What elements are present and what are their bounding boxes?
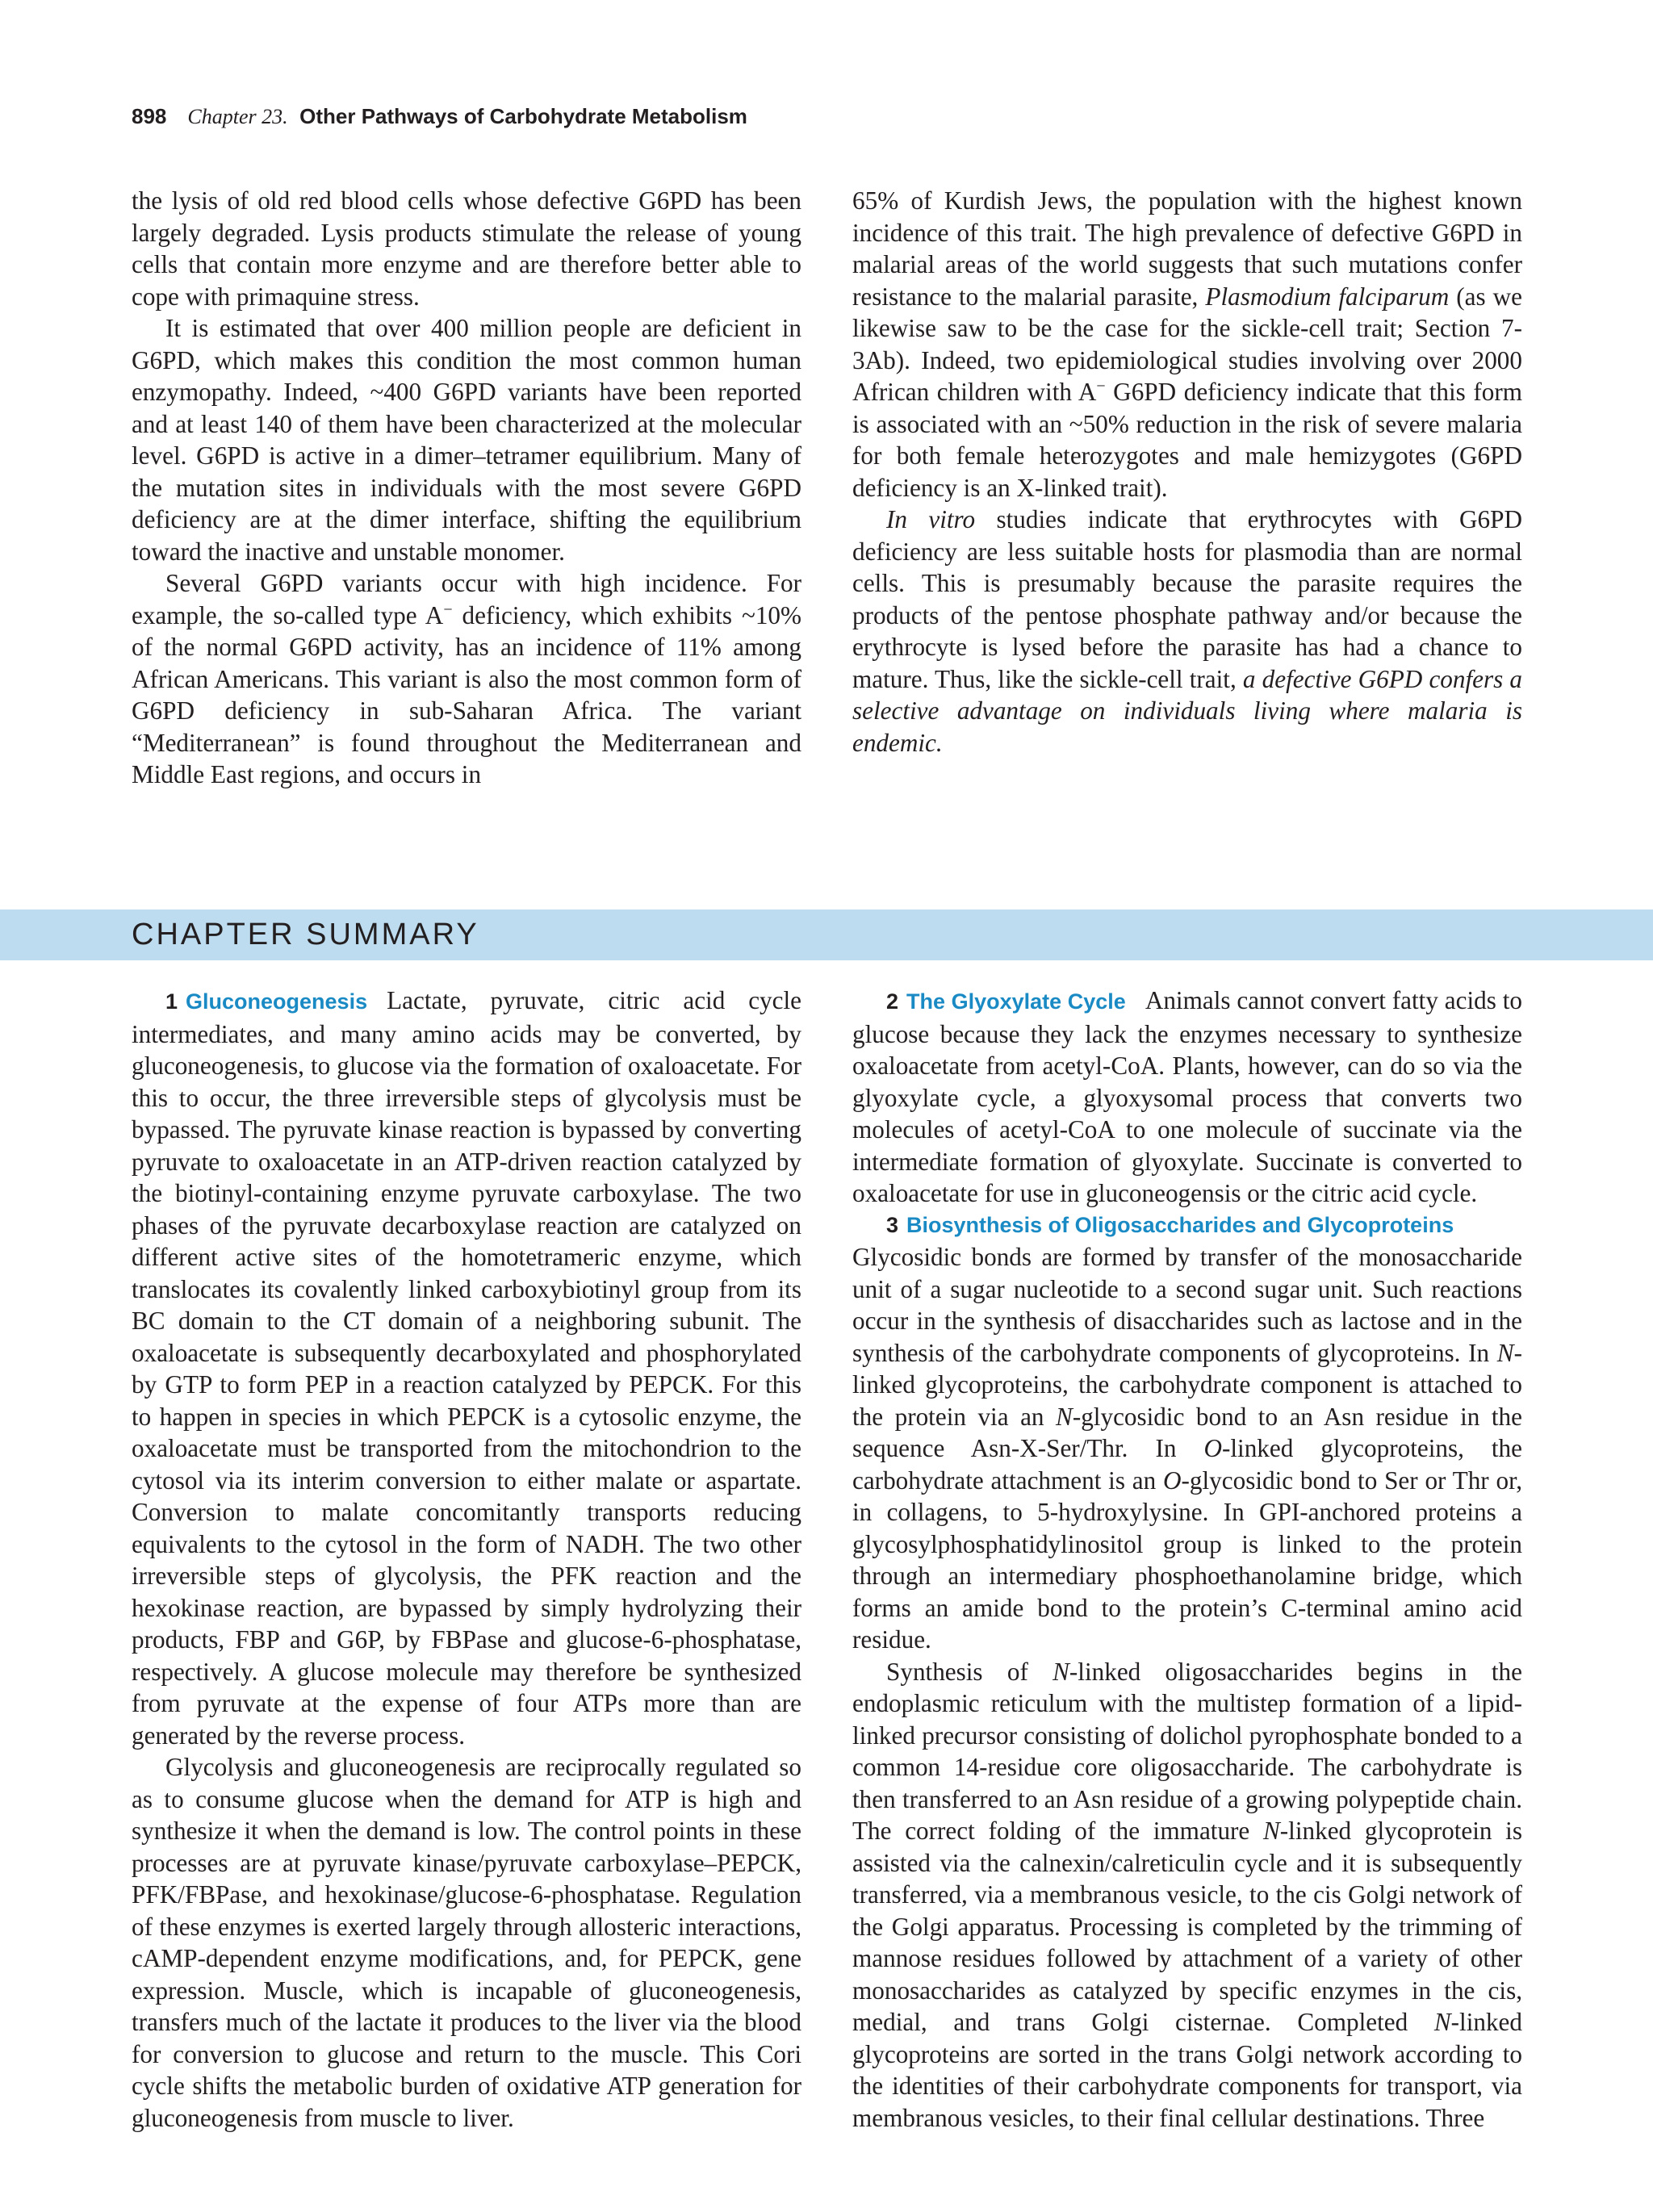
summary-section-glyoxylate-cycle: 2 The Glyoxylate Cycle Animals cannot convert fatty acids to glucose because they lack the enzymes necessary to synthesize oxaloacetate from acetyl-CoA. Plants, however, can do so via the glyoxylate cycle, a glyoxysomal process that converts two molecules of acetyl-CoA to one molecule of succinate via the intermediate formation of glyoxylate. Succinate is converted to oxaloacetate for use in gluconeogensis or the citric acid cycle. bbox=[852, 986, 1522, 1207]
top-right-column bbox=[852, 185, 1522, 759]
chapter-summary-heading: CHAPTER SUMMARY bbox=[132, 918, 479, 951]
summary-left-column bbox=[132, 985, 801, 2134]
paragraph: In vitro studies indicate that erythrocytes with G6PD deficiency are less suitable hosts for plasmodia than are normal cells. This is presumably because the parasite requires the products of the pentose phosphate pathway and/or because the erythrocyte is lysed before the parasite has had a chance to mature. Thus, like the sickle-cell trait, a defective G6PD confers a selective advantage on individuals living where malaria is endemic. bbox=[852, 505, 1522, 757]
section-number: 1 bbox=[165, 989, 178, 1014]
paragraph: Glycolysis and gluconeogenesis are reciprocally regulated so as to consume glucose when the demand for ATP is high and synthesize it when the demand is low. The control points in these processes are at pyruvate kinase/pyruvate carboxylase–PEPCK, PFK/FBPase, and hexokinase/glucose-6-phosphatase. Regulation of these enzymes is exerted largely through allosteric interactions, cAMP-dependent enzyme modifications, and, for PEPCK, gene expression. Muscle, which is incapable of gluconeogenesis, transfers much of the lactate it produces to the liver via the blood for conversion to glucose and return to the muscle. This Cori cycle shifts the metabolic burden of oxidative ATP generation for gluconeogenesis from muscle to liver. bbox=[132, 1753, 801, 2132]
paragraph: It is estimated that over 400 million people are deficient in G6PD, which makes this condition the most common human enzymopathy. Indeed, ~400 G6PD variants have been reported and at least 140 of them have been characterized at the molecular level. G6PD is active in a dimer–tetramer equilibrium. Many of the mutation sites in individuals with the most severe G6PD deficiency are at the dimer interface, shifting the equilibrium toward the inactive and unstable monomer. bbox=[132, 314, 801, 566]
running-head bbox=[132, 100, 747, 132]
chapter-title: Other Pathways of Carbohydrate Metabolism bbox=[299, 104, 747, 128]
chapter-label: Chapter 23. bbox=[187, 105, 288, 128]
section-number: 2 bbox=[886, 989, 899, 1014]
summary-right-column bbox=[852, 985, 1522, 2134]
paragraph: Glycosidic bonds are formed by transfer of the monosaccharide unit of a sugar nucleotide to a second sugar unit. Such reactions occur in the synthesis of disaccharides such as lactose and in the synthesis of the carbohydrate components of glycoproteins. In N-linked glycoproteins, the carbohydrate component is attached to the protein via an N-glycosidic bond to an Asn residue in the sequence Asn-X-Ser/Thr. In O-linked glycoproteins, the carbohydrate attachment is an O-glycosidic bond to Ser or Thr or, in collagens, to 5-hydroxylysine. In GPI-anchored proteins a glycosylphosphatidylinositol group is linked to the protein through an intermediary phosphoethanolamine bridge, which forms an amide bond to the protein’s C-terminal amino acid residue. bbox=[852, 1243, 1522, 1654]
paragraph: Synthesis of N-linked oligosaccharides begins in the endoplasmic reticulum with the multistep formation of a lipid-linked precursor consisting of dolichol pyrophosphate bonded to a common 14-residue core oligosaccharide. The carbohydrate is then transferred to an Asn residue of a growing polypeptide chain. The correct folding of the immature N-linked glycoprotein is assisted via the calnexin/calreticulin cycle and it is subsequently transferred, via a membranous vesicle, to the cis Golgi network of the Golgi apparatus. Processing is completed by the trimming of mannose residues followed by attachment of a variety of other monosaccharides as catalyzed by specific enzymes in the cis, medial, and trans Golgi cisternae. Completed N-linked glycoproteins are sorted in the trans Golgi network according to the identities of their carbohydrate components for transport, via membranous vesicles, to their final cellular destinations. Three bbox=[852, 1657, 1522, 2132]
section-title: The Glyoxylate Cycle bbox=[906, 989, 1126, 1014]
section-title: Gluconeogenesis bbox=[186, 989, 368, 1014]
paragraph: the lysis of old red blood cells whose defective G6PD has been largely degraded. Lysis products stimulate the release of young cells that contain more enzyme and are therefore better able to cope with primaquine stress. bbox=[132, 186, 801, 311]
section-title: Biosynthesis of Oligosaccharides and Glycoproteins bbox=[906, 1212, 1454, 1237]
summary-section-gluconeogenesis: 1 Gluconeogenesis Lactate, pyruvate, citric acid cycle intermediates, and many amino acids may be converted, by gluconeogenesis, to glucose via the formation of oxaloacetate. For this to occur, the three irreversible steps of glycolysis must be bypassed. The pyruvate kinase reaction is bypassed by converting pyruvate to oxaloacetate in an ATP-driven reaction catalyzed by the biotinyl-containing enzyme pyruvate carboxylase. The two phases of the pyruvate decarboxylase reaction are catalyzed on different active sites of the homotetrameric enzyme, which translocates its covalently linked carboxybiotinyl group from its BC domain to the CT domain of a neighboring subunit. The oxaloacetate is subsequently decarboxylated and phosphorylated by GTP to form PEP in a reaction catalyzed by PEPCK. For this to happen in species in which PEPCK is a cytosolic enzyme, the oxaloacetate must be transported from the mitochondrion to the cytosol via its interim conversion to either malate or aspartate. Conversion to malate concomitantly transports reducing equivalents to the cytosol in the form of NADH. The two other irreversible steps of glycolysis, the PFK reaction and the hexokinase reaction, are bypassed by simply hydrolyzing their products, FBP and G6P, by FBPase and glucose-6-phosphatase, respectively. A glucose molecule may therefore be synthesized from pyruvate at the expense of four ATPs more than are generated by the reverse process. bbox=[132, 986, 801, 1750]
top-left-column bbox=[132, 185, 801, 791]
paragraph: Several G6PD variants occur with high incidence. For example, the so-called type A− deficiency, which exhibits ~10% of the normal G6PD activity, has an incidence of 11% among African Americans. This variant is also the most common form of G6PD deficiency in sub-Saharan Africa. The variant “Mediterranean” is found throughout the Mediterranean and Middle East regions, and occurs in bbox=[132, 569, 801, 788]
page-number: 898 bbox=[132, 104, 167, 128]
chapter-summary-banner bbox=[0, 909, 1653, 960]
summary-section-oligosaccharides-heading bbox=[852, 1210, 1522, 1242]
paragraph: 65% of Kurdish Jews, the population with the highest known incidence of this trait. The high prevalence of defective G6PD in malarial areas of the world suggests that such mutations confer resistance to the malarial parasite, Plasmodium falciparum (as we likewise saw to be the case for the sickle-cell trait; Section 7-3Ab). Indeed, two epidemiological studies involving over 2000 African children with A− G6PD deficiency indicate that this form is associated with an ~50% reduction in the risk of severe malaria for both female heterozygotes and male hemizygotes (G6PD deficiency is an X-linked trait). bbox=[852, 186, 1523, 502]
section-number: 3 bbox=[886, 1212, 899, 1237]
